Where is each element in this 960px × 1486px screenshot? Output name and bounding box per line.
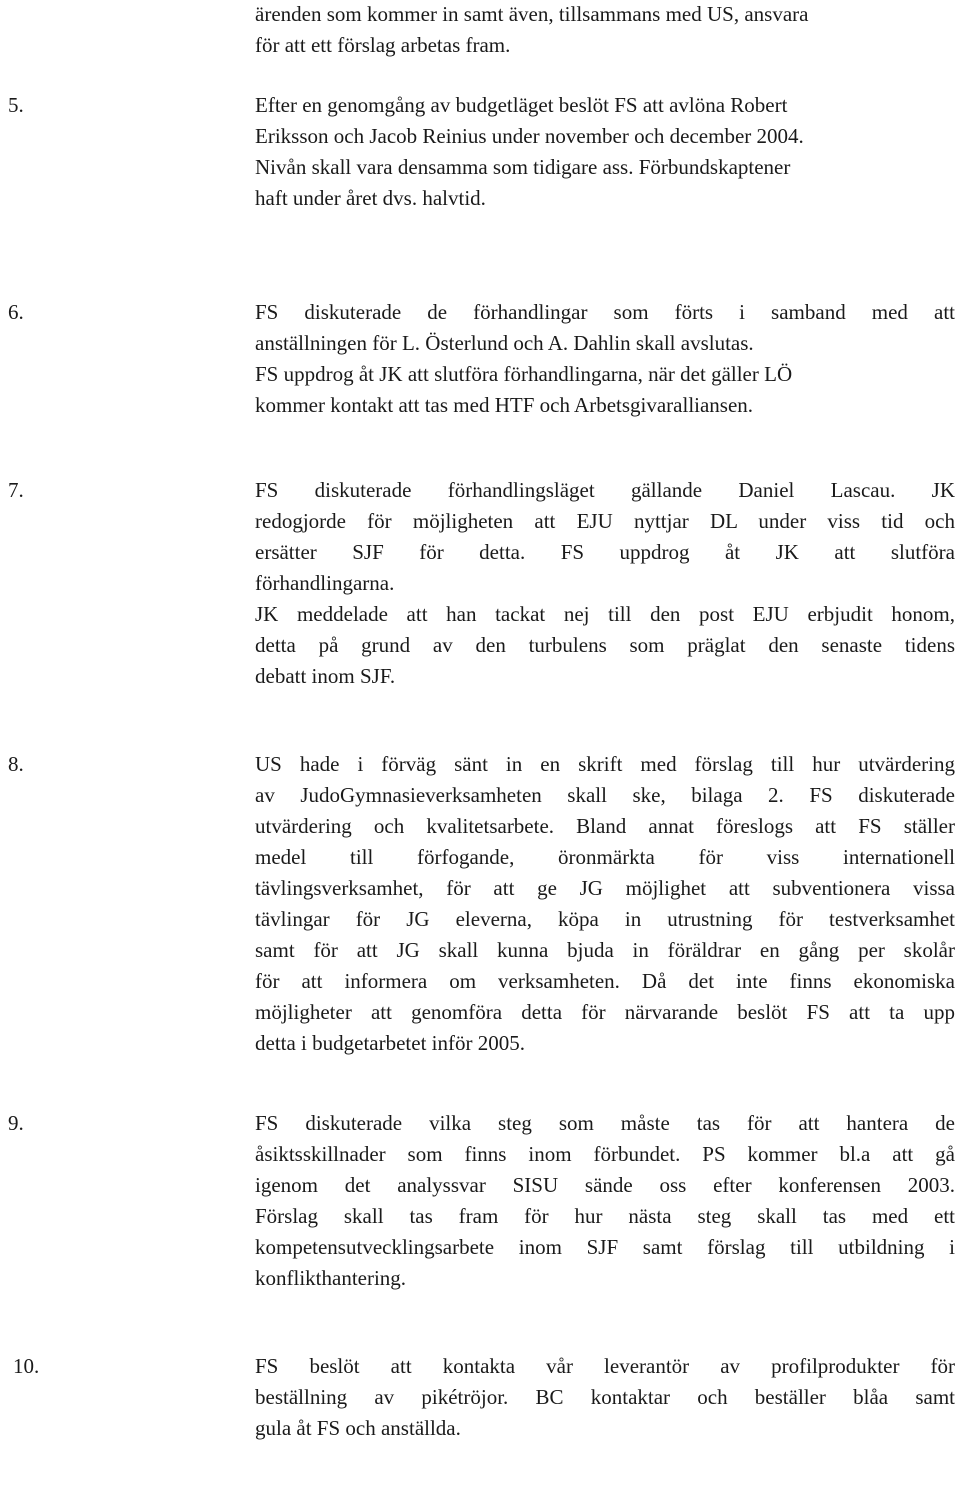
paragraph (255, 90, 955, 214)
text-line: detta på grund av den turbulens som präglat den senaste tidens (255, 633, 955, 657)
paragraph (255, 1351, 955, 1444)
text-line: FS diskuterade de förhandlingar som förts i samband med att (255, 300, 955, 324)
item-number: 8. (8, 752, 24, 776)
item-body (255, 90, 955, 214)
text-line: FS uppdrog åt JK att slutföra förhandlingarna, när det gäller LÖ (255, 362, 793, 386)
text-line: av JudoGymnasieverksamheten skall ske, bilaga 2. FS diskuterade (255, 783, 955, 807)
paragraph (255, 297, 955, 359)
item-body (255, 1108, 955, 1294)
text-line: igenom det analyssvar SISU sände oss efter konferensen 2003. (255, 1173, 955, 1197)
text-line: FS diskuterade vilka steg som måste tas för att hantera de (255, 1111, 955, 1135)
text-line: för att informera om verksamheten. Då det inte finns ekonomiska (255, 969, 955, 993)
text-line: FS diskuterade förhandlingsläget gällande Daniel Lascau. JK (255, 478, 955, 502)
text-line: beställning av pikétröjor. BC kontaktar och beställer blåa samt (255, 1385, 955, 1409)
text-line: utvärdering och kvalitetsarbete. Bland annat föreslogs att FS ställer (255, 814, 955, 838)
paragraph (255, 599, 955, 692)
text-line: Nivån skall vara densamma som tidigare ass. Förbundskaptener (255, 155, 791, 179)
item-number: 6. (8, 300, 24, 324)
text-line: samt för att JG skall kunna bjuda in föräldrar en gång per skolår (255, 938, 955, 962)
text-line: åsiktsskillnader som finns inom förbundet. PS kommer bl.a att gå (255, 1142, 955, 1166)
text-line: ärenden som kommer in samt även, tillsammans med US, ansvara (255, 2, 809, 26)
text-line: haft under året dvs. halvtid. (255, 186, 486, 210)
text-line: anställningen för L. Österlund och A. Dahlin skall avslutas. (255, 331, 754, 355)
text-line: kommer kontakt att tas med HTF och Arbetsgivaralliansen. (255, 393, 754, 417)
item-number: 9. (8, 1111, 24, 1135)
paragraph (255, 475, 955, 599)
text-line: FS beslöt att kontakta vår leverantör av profilprodukter för (255, 1354, 955, 1378)
text-line: konflikthantering. (255, 1266, 407, 1290)
item-body (255, 475, 955, 692)
item-body (255, 1351, 955, 1444)
text-line: Förslag skall tas fram för hur nästa steg skall tas med ett (255, 1204, 955, 1228)
text-line: debatt inom SJF. (255, 664, 396, 688)
text-line: gula åt FS och anställda. (255, 1416, 461, 1440)
text-line: möjligheter att genomföra detta för närvarande beslöt FS att ta upp (255, 1000, 955, 1024)
text-line: för att ett förslag arbetas fram. (255, 33, 511, 57)
text-line: medel till förfogande, öronmärkta för viss internationell (255, 845, 955, 869)
text-line: US hade i förväg sänt in en skrift med förslag till hur utvärdering (255, 752, 955, 776)
item-number: 5. (8, 93, 24, 117)
text-line: tävlingsverksamhet, för att ge JG möjlighet att subventionera vissa (255, 876, 955, 900)
item-number: 10. (13, 1354, 40, 1378)
paragraph (255, 359, 955, 421)
item-body (255, 749, 955, 1059)
item-body (255, 297, 955, 421)
paragraph (255, 1108, 955, 1294)
text-line: Efter en genomgång av budgetläget beslöt FS att avlöna Robert (255, 93, 788, 117)
text-line: JK meddelade att han tackat nej till den post EJU erbjudit honom, (255, 602, 955, 626)
text-line: detta i budgetarbetet inför 2005. (255, 1031, 525, 1055)
intro-paragraph (255, 0, 955, 61)
text-line: tävlingar för JG eleverna, köpa in utrustning för testverksamhet (255, 907, 955, 931)
text-line: förhandlingarna. (255, 571, 395, 595)
item-number: 7. (8, 478, 24, 502)
text-line: kompetensutvecklingsarbete inom SJF samt förslag till utbildning i (255, 1235, 955, 1259)
paragraph (255, 749, 955, 1059)
text-line: Eriksson och Jacob Reinius under november och december 2004. (255, 124, 804, 148)
text-line: ersätter SJF för detta. FS uppdrog åt JK att slutföra (255, 540, 955, 564)
text-line: redogjorde för möjligheten att EJU nyttjar DL under viss tid och (255, 509, 955, 533)
